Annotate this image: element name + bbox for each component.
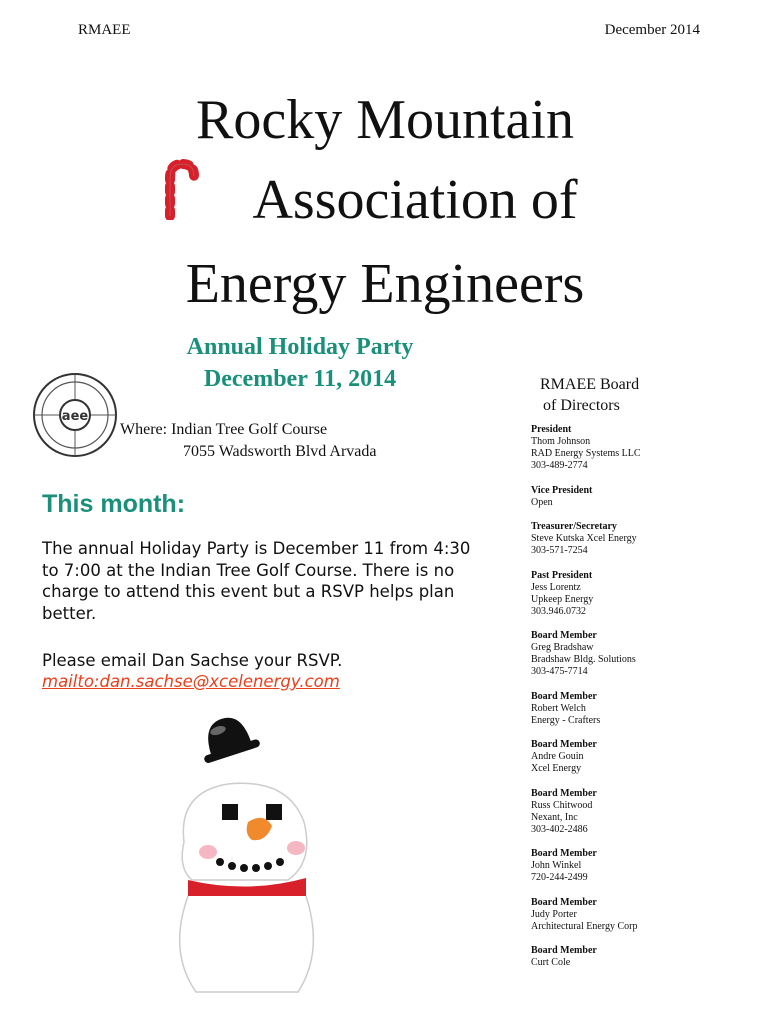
board-member xyxy=(531,485,751,509)
board-member-detail: Andre Gouin xyxy=(531,751,584,762)
board-member-role: Board Member xyxy=(531,787,597,799)
board-member-list xyxy=(531,424,751,982)
board-member-detail: Greg Bradshaw xyxy=(531,642,594,653)
board-member-role: Board Member xyxy=(531,690,597,702)
board-member-detail: Russ Chitwood xyxy=(531,799,593,811)
board-member-detail: 720-244-2499 xyxy=(531,872,588,883)
board-member xyxy=(531,521,751,557)
event-date: December 11, 2014 xyxy=(203,366,397,392)
board-member xyxy=(531,945,751,969)
board-member-detail: Upkeep Energy xyxy=(531,593,594,605)
this-month-heading: This month: xyxy=(42,490,186,518)
title-line-2: Association of xyxy=(252,169,578,231)
candy-cane-icon xyxy=(158,158,204,220)
board-member xyxy=(531,788,751,836)
event-address: 7055 Wadsworth Blvd Arvada xyxy=(183,443,377,460)
this-month-paragraph: The annual Holiday Party is December 11 from 4:30 to 7:00 at the Indian Tree Golf Course. There is no charge to attend this event but a RSVP helps plan better. xyxy=(42,539,471,623)
board-member-detail: 303-571-7254 xyxy=(531,545,588,556)
board-member-detail: Nexant, Inc xyxy=(531,811,578,823)
board-member-detail: 303.946.0732 xyxy=(531,605,586,617)
board-member-detail: Xcel Energy xyxy=(531,763,582,774)
board-member-role: Board Member xyxy=(531,739,597,750)
board-member-detail: Judy Porter xyxy=(531,908,577,920)
board-member xyxy=(531,691,751,727)
event-location: Where: Indian Tree Golf Course xyxy=(120,421,328,438)
aee-logo-icon xyxy=(32,372,118,458)
board-member xyxy=(531,424,751,472)
board-member-detail: Jess Lorentz xyxy=(531,581,581,593)
board-member-role: Board Member xyxy=(531,848,597,859)
board-member-role: Past President xyxy=(531,569,593,581)
board-member-detail: 303-475-7714 xyxy=(531,666,588,677)
board-title-line-2: of Directors xyxy=(543,397,620,414)
board-member xyxy=(531,848,751,884)
board-member xyxy=(531,897,751,933)
board-member xyxy=(531,570,751,618)
board-member xyxy=(531,739,751,775)
board-member-role: Vice President xyxy=(531,484,593,496)
board-member-role: Board Member xyxy=(531,896,597,908)
board-member xyxy=(531,630,751,678)
rsvp-text: Please email Dan Sachse your RSVP. xyxy=(42,651,343,670)
board-member-role: Board Member xyxy=(531,945,597,956)
board-member-detail: RAD Energy Systems LLC xyxy=(531,448,641,459)
board-member-detail: Steve Kutska Xcel Energy xyxy=(531,533,637,544)
board-member-role: Board Member xyxy=(531,630,597,641)
board-title-line-1: RMAEE Board xyxy=(540,376,640,393)
logo-center-text: aee xyxy=(61,409,89,424)
board-title xyxy=(540,374,639,416)
title-line-3: Energy Engineers xyxy=(185,253,585,315)
this-month-body xyxy=(42,538,492,624)
board-member-detail: Thom Johnson xyxy=(531,436,591,447)
board-member-detail: Curt Cole xyxy=(531,957,571,968)
snowman-icon xyxy=(148,712,348,1012)
board-member-detail: Bradshaw Bldg. Solutions xyxy=(531,654,636,665)
title-line-1: Rocky Mountain xyxy=(196,89,574,151)
board-member-detail: 303-489-2774 xyxy=(531,460,588,471)
board-member-detail: John Winkel xyxy=(531,860,582,871)
board-member-detail: Architectural Energy Corp xyxy=(531,920,638,932)
board-member-detail: Open xyxy=(531,496,553,508)
board-member-detail: 303-402-2486 xyxy=(531,823,588,835)
board-member-detail: Robert Welch xyxy=(531,702,586,714)
event-title: Annual Holiday Party xyxy=(186,334,414,360)
board-member-detail: Energy - Crafters xyxy=(531,714,601,726)
email-link[interactable]: mailto:dan.sachse@xcelenergy.com xyxy=(42,672,340,691)
header-date: December 2014 xyxy=(604,22,700,38)
header-left: RMAEE xyxy=(78,22,131,38)
board-member-role: Treasurer/Secretary xyxy=(531,521,617,532)
board-member-role: President xyxy=(531,424,572,435)
